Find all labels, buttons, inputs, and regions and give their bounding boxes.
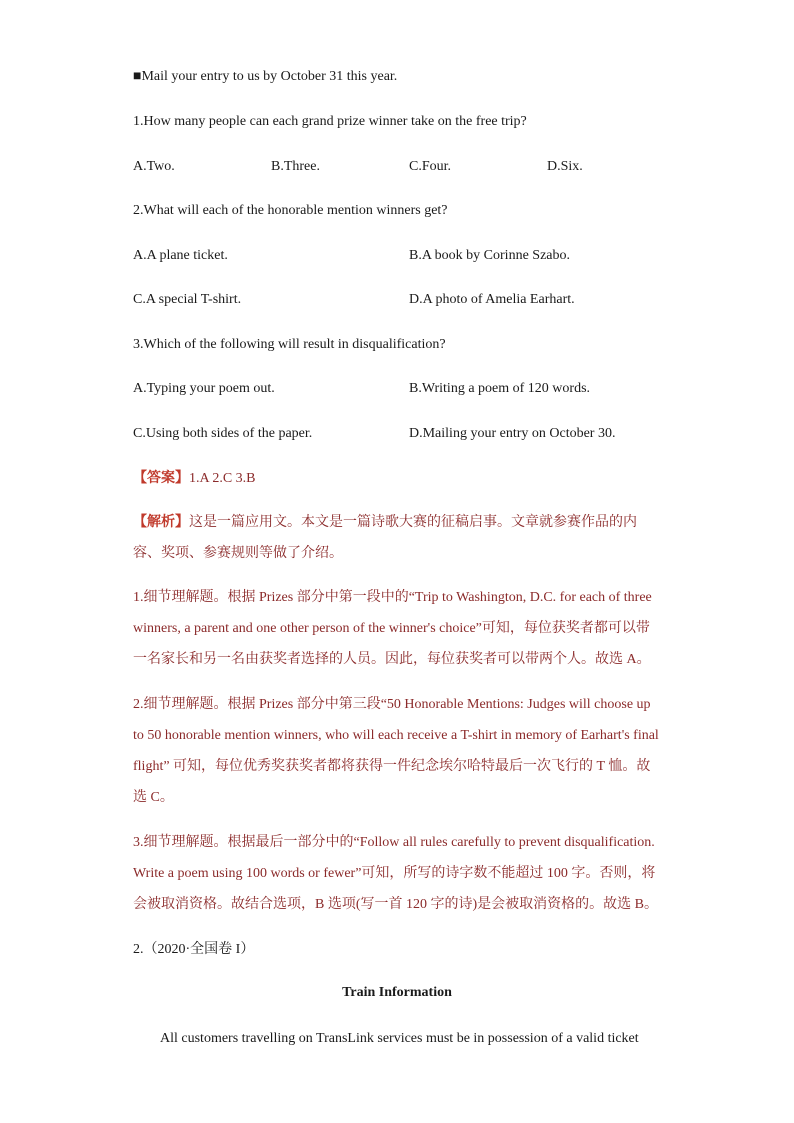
question-1-option-a: A.Two. (133, 159, 175, 174)
question-3-option-d: D.Mailing your entry on October 30. (409, 426, 616, 441)
question-3-option-b: B.Writing a poem of 120 words. (409, 381, 591, 396)
question-2: 2.What will each of the honorable mention winners get? (133, 203, 448, 218)
analysis-point-1: 1.细节理解题。根据 Prizes 部分中第一段中的“Trip to Washington, D.C. for each of three winners, a parent and one other person of the winner's choice”可知，每位获奖者都可以带一名家长和另一名由获奖者选择的人员。因此，每位获奖者可以带两个人。故选 A。 (133, 590, 652, 667)
question-1: 1.How many people can each grand prize winner take on the free trip? (133, 114, 527, 129)
analysis-intro (133, 507, 663, 569)
passage-title: Train Information (342, 985, 452, 1000)
answer-text: 1.A 2.C 3.B (189, 471, 256, 486)
answer-label: 【答案】 (133, 470, 189, 486)
analysis-point-3: 3.细节理解题。根据最后一部分中的“Follow all rules carefully to prevent disqualification. Write a poem using 100 words or fewer”可知，所写的诗字数不能超过 100 字。否则，将会被取消资格。故结合选项，B 选项(写一首 120 字的诗)是会被取消资格的。故选 B。 (133, 835, 658, 912)
question-2-option-d: D.A photo of Amelia Earhart. (409, 292, 575, 307)
question-2-option-a: A.A plane ticket. (133, 248, 228, 263)
question-1-option-c: C.Four. (409, 159, 452, 174)
question-2-option-b: B.A book by Corinne Szabo. (409, 248, 570, 263)
question-2-option-c: C.A special T-shirt. (133, 292, 242, 307)
question-3-option-a: A.Typing your poem out. (133, 381, 275, 396)
analysis-point-2: 2.细节理解题。根据 Prizes 部分中第三段“50 Honorable Mentions: Judges will choose up to 50 honorable mention winners, who will each receive a T-shirt in memory of Earhart's final flight” 可知，每位优秀奖获奖者都将获得一件纪念埃尔哈特最后一次飞行的 T 恤。故选 C。 (133, 697, 659, 805)
question-1-option-d: D.Six. (547, 159, 583, 174)
question-1-option-b: B.Three. (271, 159, 320, 174)
question-3-option-c: C.Using both sides of the paper. (133, 426, 313, 441)
answer-line (133, 469, 256, 488)
analysis-intro-text: 这是一篇应用文。本文是一篇诗歌大赛的征稿启事。文章就参赛作品的内容、奖项、参赛规则等做了介绍。 (133, 514, 637, 561)
passage-first-line: All customers travelling on TransLink services must be in possession of a valid ticket (160, 1031, 639, 1046)
question-3: 3.Which of the following will result in disqualification? (133, 337, 446, 352)
analysis-label: 【解析】 (133, 514, 189, 530)
mail-instruction: ■Mail your entry to us by October 31 this year. (133, 69, 398, 84)
next-question-number: 2.（2020·全国卷 I） (133, 942, 255, 957)
